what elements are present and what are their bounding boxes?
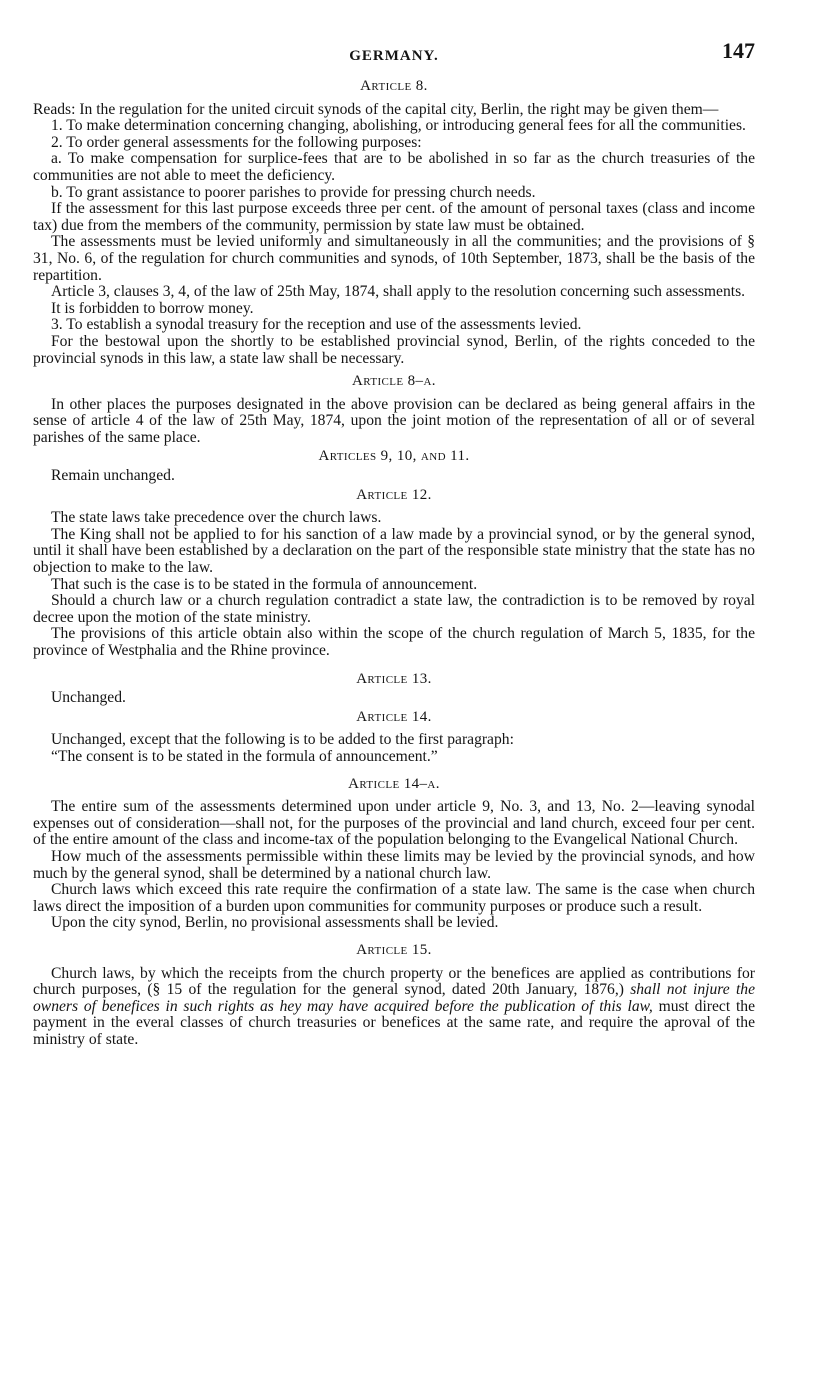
article-8a-heading: Article 8–a. xyxy=(352,373,436,390)
article-13-heading: Article 13. xyxy=(356,670,432,687)
paragraph: a. To make compensation for surplice-fees that are to be abolished in so far as the church treasuries of the communities are not able to meet the deficiency. xyxy=(33,150,755,184)
paragraph: It is forbidden to borrow money. xyxy=(51,299,254,317)
paragraph: The provisions of this article obtain also within the scope of the church regulation of March 5, 1835, for the province of Westphalia and the Rhine province. xyxy=(33,625,755,659)
italic-text-run: shall not injure the owners of benefices in such rights as hey may have acquired before the publication of this law, xyxy=(33,981,755,1015)
document-page xyxy=(33,38,755,1048)
paragraph: 1. To make determination concerning changing, abolishing, or introducing general fees for all the communities. xyxy=(51,117,746,135)
paragraph: Remain unchanged. xyxy=(51,467,175,485)
paragraph: That such is the case is to be stated in the formula of announcement. xyxy=(51,575,478,593)
paragraph: Unchanged, except that the following is to be added to the first paragraph: xyxy=(51,731,514,749)
article-12-heading: Article 12. xyxy=(356,486,432,503)
paragraph: b. To grant assistance to poorer parishes to provide for pressing church needs. xyxy=(51,183,536,201)
text-run: must direct the payment in the everal classes of church treasuries or benefices at the same rate, and require the aproval of the ministry of state. xyxy=(33,997,755,1048)
paragraph: The state laws take precedence over the church laws. xyxy=(51,509,382,527)
paragraph: Upon the city synod, Berlin, no provisional assessments shall be levied. xyxy=(51,914,499,932)
paragraph xyxy=(33,966,755,1049)
article-8-heading: Article 8. xyxy=(360,78,428,94)
quotation: “The consent is to be stated in the formula of announcement.” xyxy=(51,747,438,765)
paragraph: Church laws which exceed this rate require the confirmation of a state law. The same is the case when church laws direct the imposition of a burden upon communities for community purposes or produce such a result. xyxy=(33,881,755,915)
paragraph: In other places the purposes designated in the above provision can be declared as being general affairs in the sense of article 4 of the law of 25th May, 1874, upon the joint motion of the representation of all or of several parishes of the same place. xyxy=(33,395,755,446)
paragraph: Reads: In the regulation for the united circuit synods of the capital city, Berlin, the right may be given them— xyxy=(33,100,719,118)
paragraph: How much of the assessments permissible within these limits may be levied by the provincial synods, and how much by the general synod, shall be determined by a national church law. xyxy=(33,847,755,882)
article-14-heading: Article 14. xyxy=(356,708,432,725)
articles-9-11-heading: Articles 9, 10, and 11. xyxy=(318,448,470,465)
page-number: 147 xyxy=(722,38,755,63)
article-15-heading: Article 15. xyxy=(356,941,432,958)
paragraph: 3. To establish a synodal treasury for the reception and use of the assessments levied. xyxy=(51,316,582,334)
article-14a-heading: Article 14–a. xyxy=(348,775,440,792)
paragraph: The assessments must be levied uniformly and simultaneously in all the communities; and the provisions of § 31, No. 6, of the regulation for church communities and synods, of 10th September, 1873, shall be the basis of the repartition. xyxy=(33,233,755,284)
page-header xyxy=(33,38,755,72)
running-head: GERMANY. xyxy=(349,48,439,64)
paragraph: The entire sum of the assessments determined upon under article 9, No. 3, and 13, No. 2—leaving synodal expenses out of consideration—shall not, for the purposes of the provincial and land church, exceed four per cent. of the entire amount of the class and income-tax of the population belonging to the Evangelical National Church. xyxy=(33,798,755,849)
paragraph: Unchanged. xyxy=(51,689,126,707)
paragraph: 2. To order general assessments for the following purposes: xyxy=(51,133,422,151)
text-run: Church laws, by which the receipts from the church property or the benefices are applied as contributions for church purposes, (§ 15 of the regulation for the general synod, dated 20th January, 1876,) xyxy=(33,964,755,999)
paragraph: For the bestowal upon the shortly to be established provincial synod, Berlin, of the rights conceded to the provincial synods in this law, a state law shall be necessary. xyxy=(33,332,755,367)
paragraph: The King shall not be applied to for his sanction of a law made by a provincial synod, or by the general synod, until it shall have been established by a declaration on the part of the responsible state ministry that the state has no objection to make to the law. xyxy=(33,525,755,577)
paragraph: Article 3, clauses 3, 4, of the law of 25th May, 1874, shall apply to the resolution concerning such assessments. xyxy=(51,283,746,301)
paragraph: Should a church law or a church regulation contradict a state law, the contradiction is to be removed by royal decree upon the motion of the state ministry. xyxy=(33,592,755,626)
paragraph: If the assessment for this last purpose exceeds three per cent. of the amount of personal taxes (class and income tax) due from the members of the community, permission by state law must be obtained. xyxy=(33,200,755,234)
